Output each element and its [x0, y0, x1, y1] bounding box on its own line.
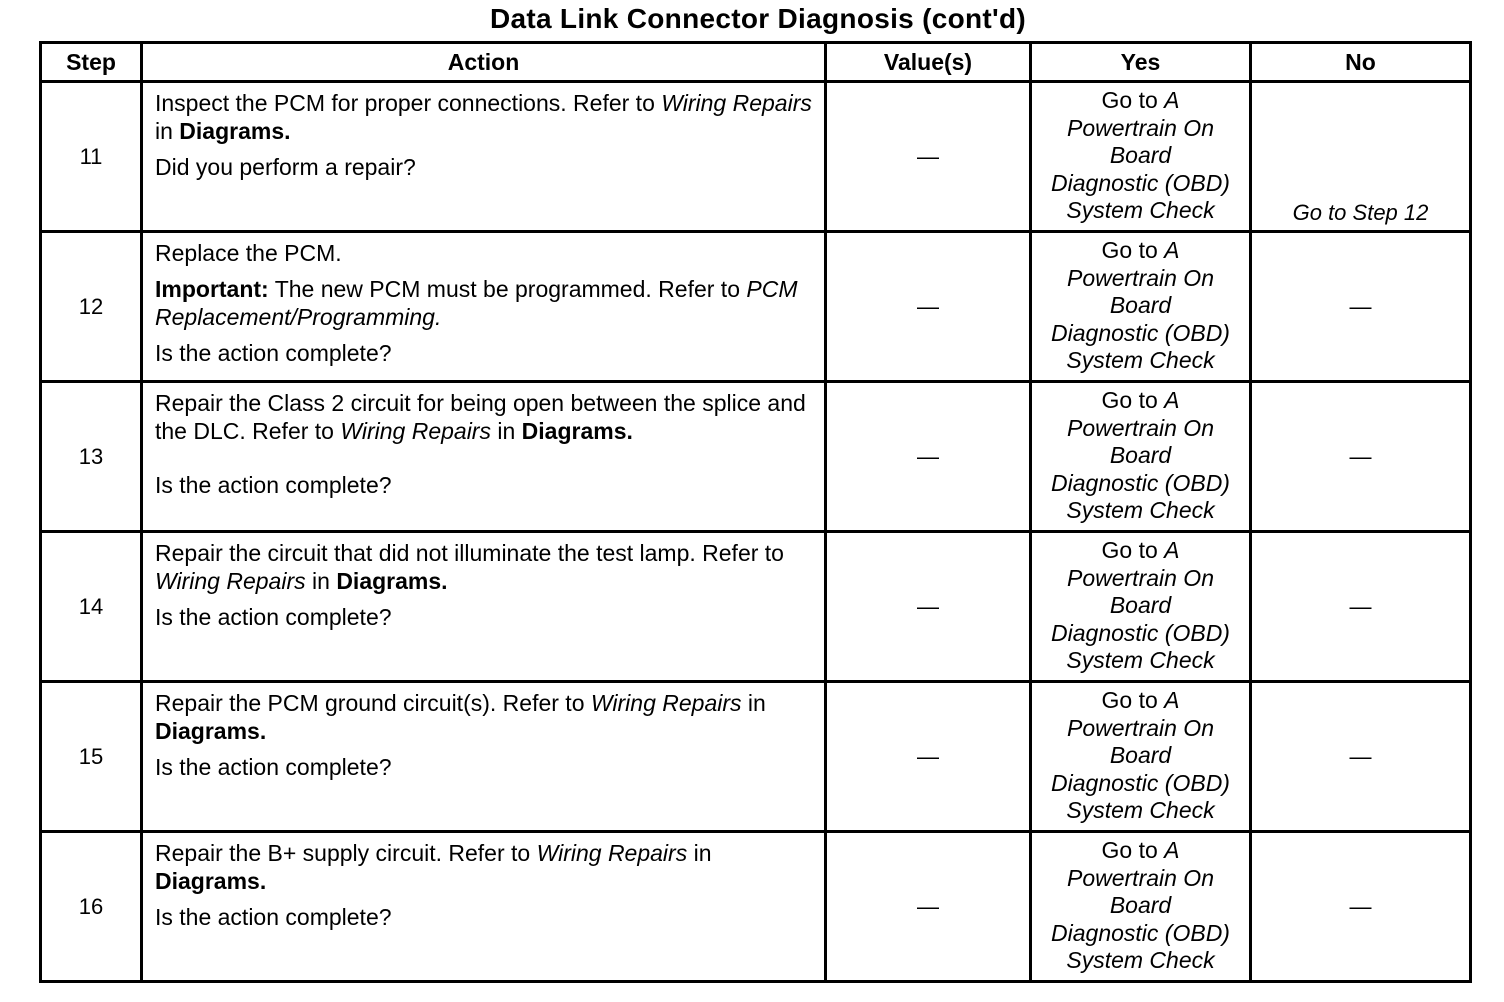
table-header-row: [41, 43, 1471, 82]
table-row: [41, 232, 1471, 382]
diagrams-ref: Diagrams.: [521, 418, 633, 444]
step-number: 15: [41, 682, 142, 832]
step-number: 13: [41, 382, 142, 532]
action-cell: [142, 532, 826, 682]
table-row: [41, 382, 1471, 532]
important-note: Important: The new PCM must be programmed. Refer to PCM Replacement/Programming.: [155, 276, 798, 330]
action-question: Is the action complete?: [155, 472, 392, 498]
diagrams-ref: Diagrams.: [155, 868, 267, 894]
yes-cell: Go to A Powertrain On Board Diagnostic (OBD) System Check: [1031, 832, 1251, 982]
table-row: [41, 532, 1471, 682]
step-number: 14: [41, 532, 142, 682]
action-text: Repair the PCM ground circuit(s). Refer to Wiring Repairs in Diagrams.: [155, 690, 766, 744]
action-cell: [142, 382, 826, 532]
yes-cell: Go to A Powertrain On Board Diagnostic (OBD) System Check: [1031, 82, 1251, 232]
value-cell: —: [826, 82, 1031, 232]
value-cell: —: [826, 682, 1031, 832]
action-cell: [142, 82, 826, 232]
action-cell: [142, 682, 826, 832]
step-number: 16: [41, 832, 142, 982]
no-cell: —: [1251, 832, 1471, 982]
action-cell: [142, 832, 826, 982]
action-question: Did you perform a repair?: [155, 154, 416, 180]
header-yes: Yes: [1031, 43, 1251, 82]
no-cell: Go to Step 12: [1251, 82, 1471, 232]
table-row: [41, 832, 1471, 982]
no-cell: —: [1251, 382, 1471, 532]
diagnosis-table: [39, 41, 1472, 983]
action-text: Repair the B+ supply circuit. Refer to Wiring Repairs in Diagrams.: [155, 840, 712, 894]
action-question: Is the action complete?: [155, 754, 392, 780]
value-cell: —: [826, 832, 1031, 982]
wiring-repairs-ref: Wiring Repairs: [340, 418, 491, 444]
value-cell: —: [826, 382, 1031, 532]
diagrams-ref: Diagrams.: [155, 718, 267, 744]
table-row: [41, 82, 1471, 232]
action-question: Is the action complete?: [155, 340, 392, 366]
table-row: [41, 682, 1471, 832]
action-text: Inspect the PCM for proper connections. Refer to Wiring Repairs in Diagrams.: [155, 90, 812, 144]
wiring-repairs-ref: Wiring Repairs: [155, 568, 306, 594]
header-step: Step: [41, 43, 142, 82]
wiring-repairs-ref: Wiring Repairs: [536, 840, 688, 866]
step-number: 11: [41, 82, 142, 232]
diagrams-ref: Diagrams.: [336, 568, 448, 594]
yes-cell: Go to A Powertrain On Board Diagnostic (OBD) System Check: [1031, 682, 1251, 832]
action-text: Repair the circuit that did not illuminate the test lamp. Refer to Wiring Repairs in Diagrams.: [155, 540, 784, 594]
action-question: Is the action complete?: [155, 904, 392, 930]
action-cell: [142, 232, 826, 382]
no-cell: —: [1251, 682, 1471, 832]
no-cell: —: [1251, 532, 1471, 682]
action-text: Repair the Class 2 circuit for being open between the splice and the DLC. Refer to Wiring Repairs in Diagrams.: [155, 390, 806, 444]
no-cell: —: [1251, 232, 1471, 382]
step-number: 12: [41, 232, 142, 382]
wiring-repairs-ref: Wiring Repairs: [661, 90, 812, 116]
action-text: Replace the PCM.: [155, 240, 342, 266]
yes-cell: Go to A Powertrain On Board Diagnostic (OBD) System Check: [1031, 232, 1251, 382]
header-values: Value(s): [826, 43, 1031, 82]
wiring-repairs-ref: Wiring Repairs: [590, 690, 742, 716]
action-question: Is the action complete?: [155, 604, 392, 630]
header-no: No: [1251, 43, 1471, 82]
value-cell: —: [826, 232, 1031, 382]
page-title: Data Link Connector Diagnosis (cont'd): [489, 3, 1027, 34]
yes-cell: Go to A Powertrain On Board Diagnostic (OBD) System Check: [1031, 382, 1251, 532]
header-action: Action: [142, 43, 826, 82]
yes-cell: Go to A Powertrain On Board Diagnostic (OBD) System Check: [1031, 532, 1251, 682]
value-cell: —: [826, 532, 1031, 682]
diagrams-ref: Diagrams.: [179, 118, 291, 144]
